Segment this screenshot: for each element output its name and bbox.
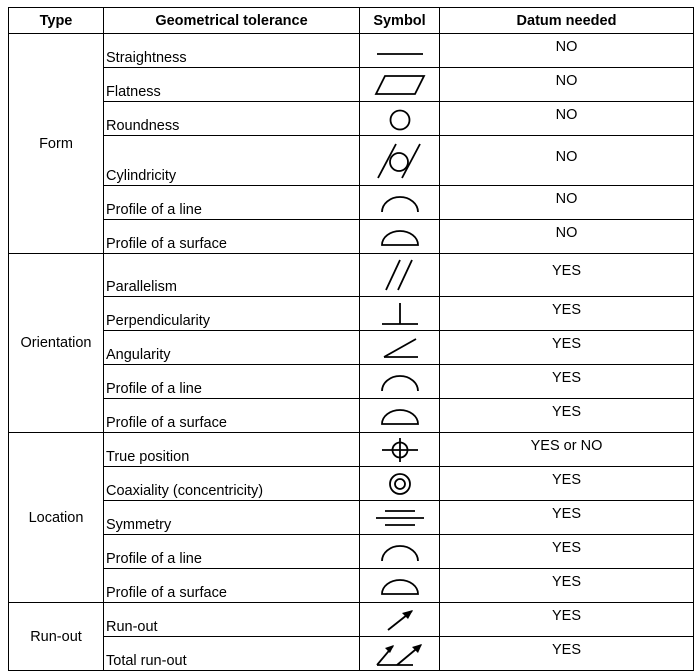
true-position-icon <box>360 433 440 467</box>
table-row <box>9 399 694 433</box>
profile-line-icon <box>360 535 440 569</box>
type-cell-form: Form <box>9 34 104 254</box>
profile-surface-icon <box>360 220 440 254</box>
cylindricity-icon <box>360 136 440 186</box>
profile-surface-icon <box>360 399 440 433</box>
tolerance-name: Profile of a surface <box>104 399 360 433</box>
table-row <box>9 603 694 637</box>
datum-value: NO <box>555 106 578 123</box>
table-row <box>9 254 694 297</box>
datum-value: YES <box>551 335 581 352</box>
datum-value: YES <box>551 539 581 556</box>
table-row <box>9 186 694 220</box>
datum-value: NO <box>555 38 578 55</box>
table-row <box>9 433 694 467</box>
type-cell-location: Location <box>9 433 104 603</box>
tolerance-name: Perpendicularity <box>104 297 360 331</box>
tolerance-name: Straightness <box>104 34 360 68</box>
datum-value: NO <box>555 72 578 89</box>
type-cell-runout: Run-out <box>9 603 104 671</box>
straightness-icon <box>360 34 440 68</box>
header-datum: Datum needed <box>440 8 694 34</box>
datum-value: YES <box>551 301 581 318</box>
runout-icon <box>360 603 440 637</box>
perpendicularity-icon <box>360 297 440 331</box>
header-symbol: Symbol <box>360 8 440 34</box>
table-row <box>9 535 694 569</box>
flatness-icon <box>360 68 440 102</box>
table-row <box>9 34 694 68</box>
datum-value: NO <box>555 190 578 207</box>
parallelism-icon <box>360 254 440 297</box>
angularity-icon <box>360 331 440 365</box>
datum-value: NO <box>555 224 578 241</box>
tolerance-name: Flatness <box>104 68 360 102</box>
roundness-icon <box>360 102 440 136</box>
table-row <box>9 467 694 501</box>
tolerance-name: Coaxiality (concentricity) <box>104 467 360 501</box>
tolerance-name: Total run-out <box>104 637 360 671</box>
table-row <box>9 501 694 535</box>
tolerance-name: Profile of a surface <box>104 569 360 603</box>
tolerance-name: Parallelism <box>104 254 360 297</box>
datum-value: YES <box>551 505 581 522</box>
datum-value: NO <box>555 148 578 165</box>
header-type: Type <box>9 8 104 34</box>
header-tolerance: Geometrical tolerance <box>104 8 360 34</box>
tolerance-table-container <box>8 7 693 669</box>
tolerance-name: Cylindricity <box>104 136 360 186</box>
table-row <box>9 331 694 365</box>
header-row <box>9 8 694 34</box>
coaxiality-icon <box>360 467 440 501</box>
datum-value: YES <box>551 607 581 624</box>
tolerance-name: Profile of a surface <box>104 220 360 254</box>
symmetry-icon <box>360 501 440 535</box>
tolerance-name: Angularity <box>104 331 360 365</box>
tolerance-name: Profile of a line <box>104 186 360 220</box>
table-row <box>9 637 694 671</box>
tolerance-name: Profile of a line <box>104 365 360 399</box>
table-row <box>9 68 694 102</box>
tolerance-name: Profile of a line <box>104 535 360 569</box>
datum-value: YES <box>551 641 581 658</box>
tolerance-name: True position <box>104 433 360 467</box>
table-row <box>9 297 694 331</box>
table-row <box>9 220 694 254</box>
profile-line-icon <box>360 186 440 220</box>
tolerance-name: Symmetry <box>104 501 360 535</box>
table-row <box>9 136 694 186</box>
datum-value: YES <box>551 471 581 488</box>
datum-value: YES <box>551 573 581 590</box>
profile-surface-icon <box>360 569 440 603</box>
table-row <box>9 569 694 603</box>
table-row <box>9 365 694 399</box>
tolerance-name: Run-out <box>104 603 360 637</box>
geometrical-tolerance-table <box>8 7 694 671</box>
profile-line-icon <box>360 365 440 399</box>
table-row <box>9 102 694 136</box>
datum-value: YES <box>551 369 581 386</box>
total-runout-icon <box>360 637 440 671</box>
tolerance-name: Roundness <box>104 102 360 136</box>
datum-value: YES <box>551 403 581 420</box>
datum-value: YES <box>551 263 581 279</box>
type-cell-orientation: Orientation <box>9 254 104 433</box>
datum-value: YES or NO <box>530 437 603 454</box>
